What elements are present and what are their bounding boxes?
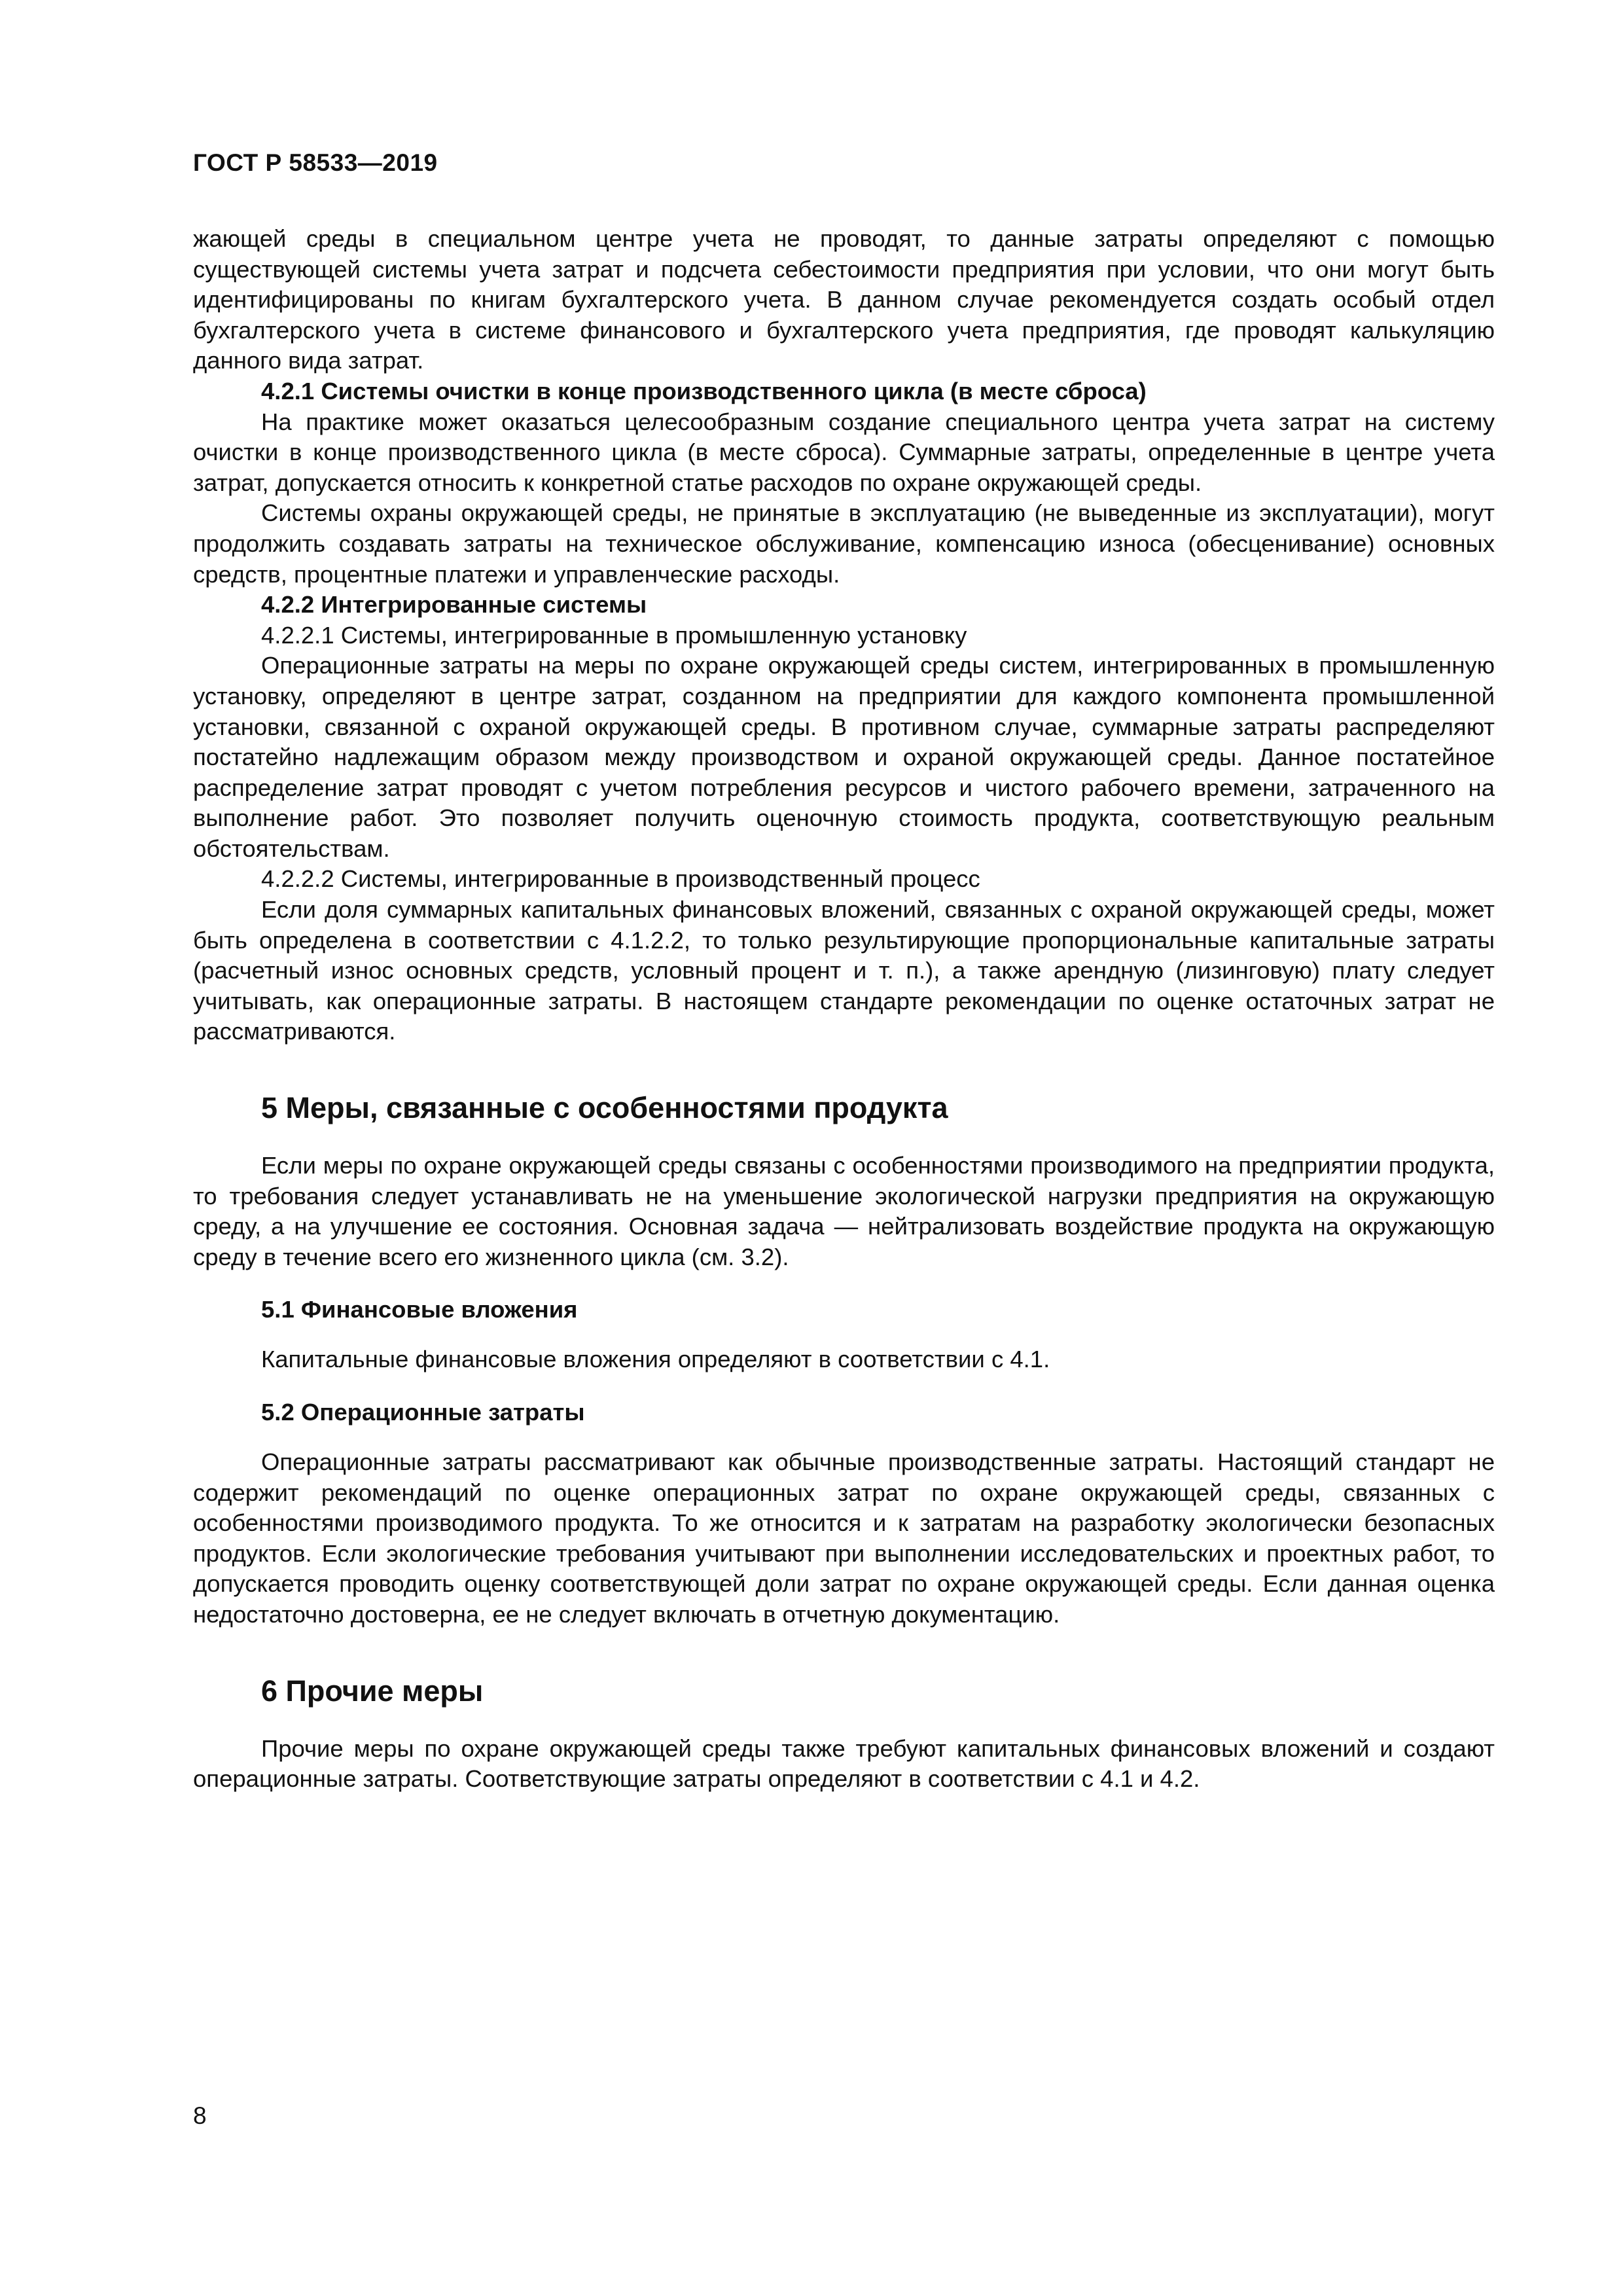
standard-code-header: ГОСТ Р 58533—2019 bbox=[193, 149, 438, 176]
paragraph: Операционные затраты рассматривают как обычные производственные затраты. Настоящий стандарт не содержит рекомендаций по оценке операционных затрат по охране окружающей среды, связанных с особенностями производимого продукта. То же относится и к затратам на разработку экологически безопасных продуктов. Если экологические требования учитывают при выполнении исследовательских и проектных работ, то допускается проводить оценку соответствующей доли затрат по охране окружающей среды. Если данная оценка недостаточно достоверна, ее не следует включать в отчетную документацию. bbox=[193, 1448, 1495, 1628]
paragraph: Прочие меры по охране окружающей среды также требуют капитальных финансовых вложений и создают операционные затраты. Соответствующие затраты определяют в соответствии с 4.1 и 4.2. bbox=[193, 1734, 1495, 1793]
clause-4-2-2-1-heading: 4.2.2.1 Системы, интегрированные в промышленную установку bbox=[261, 621, 967, 649]
paragraph: Если доля суммарных капитальных финансовых вложений, связанных с охраной окружающей среды, может быть определена в соответствии с 4.1.2.2, то только результирующие пропорциональные капитальные затраты (расчетный износ основных средств, условный процент и т. п.), а также арендную (лизинговую) плату следует учитывать, как операционные затраты. В настоящем стандарте рекомендации по оценке остаточных затрат не рассматриваются. bbox=[193, 896, 1495, 1045]
paragraph: Если меры по охране окружающей среды связаны с особенностями производимого на предприятии продукта, то требования следует устанавливать не на уменьшение экологической нагрузки предприятия на окружающую среду, а на улучшение ее состояния. Основная задача — нейтрализовать воздействие продукта на окружающую среду в течение всего его жизненного цикла (см. 3.2). bbox=[193, 1152, 1495, 1270]
clause-5-1-heading: 5.1 Финансовые вложения bbox=[261, 1296, 578, 1323]
paragraph: Капитальные финансовые вложения определяют в соответствии с 4.1. bbox=[261, 1346, 1050, 1373]
page-number: 8 bbox=[193, 2102, 207, 2129]
section-5-heading: 5 Меры, связанные с особенностями продукта bbox=[261, 1091, 948, 1125]
clause-5-2-heading: 5.2 Операционные затраты bbox=[261, 1399, 585, 1426]
clause-4-2-2-heading: 4.2.2 Интегрированные системы bbox=[261, 591, 647, 619]
section-6-heading: 6 Прочие меры bbox=[261, 1674, 484, 1708]
paragraph-continued: жающей среды в специальном центре учета не проводят, то данные затраты определяют с помощью существующей системы учета затрат и подсчета себестоимости предприятия при условии, что они могут быть идентифицированы по книгам бухгалтерского учета. В данном случае рекомендуется создать особый отдел бухгалтерского учета в системе финансового и бухгалтерского учета предприятия, где проводят калькуляцию данного вида затрат. bbox=[193, 225, 1495, 374]
paragraph: Операционные затраты на меры по охране окружающей среды систем, интегрированных в промышленную установку, определяют в центре затрат, созданном на предприятии для каждого компонента промышленной установки, связанной с охраной окружающей среды. В противном случае, суммарные затраты распределяют постатейно надлежащим образом между производством и охраной окружающей среды. Данное постатейное распределение затрат проводят с учетом потребления ресурсов и чистого рабочего времени, затраченного на выполнение работ. Это позволяет получить оценочную стоимость продукта, соответствующую реальным обстоятельствам. bbox=[193, 652, 1495, 862]
paragraph: На практике может оказаться целесообразным создание специального центра учета затрат на систему очистки в конце производственного цикла (в месте сброса). Суммарные затраты, определенные в центре учета затрат, допускается относить к конкретной статье расходов по охране окружающей среды. bbox=[193, 408, 1495, 496]
clause-4-2-1-heading: 4.2.1 Системы очистки в конце производственного цикла (в месте сброса) bbox=[261, 377, 1147, 404]
paragraph: Системы охраны окружающей среды, не принятые в эксплуатацию (не выведенные из эксплуатации), могут продолжить создавать затраты на техническое обслуживание, компенсацию износа (обесценивание) основных средств, процентные платежи и управленческие расходы. bbox=[193, 499, 1495, 588]
clause-4-2-2-2-heading: 4.2.2.2 Системы, интегрированные в производственный процесс bbox=[261, 865, 980, 893]
document-body bbox=[193, 224, 1495, 1795]
